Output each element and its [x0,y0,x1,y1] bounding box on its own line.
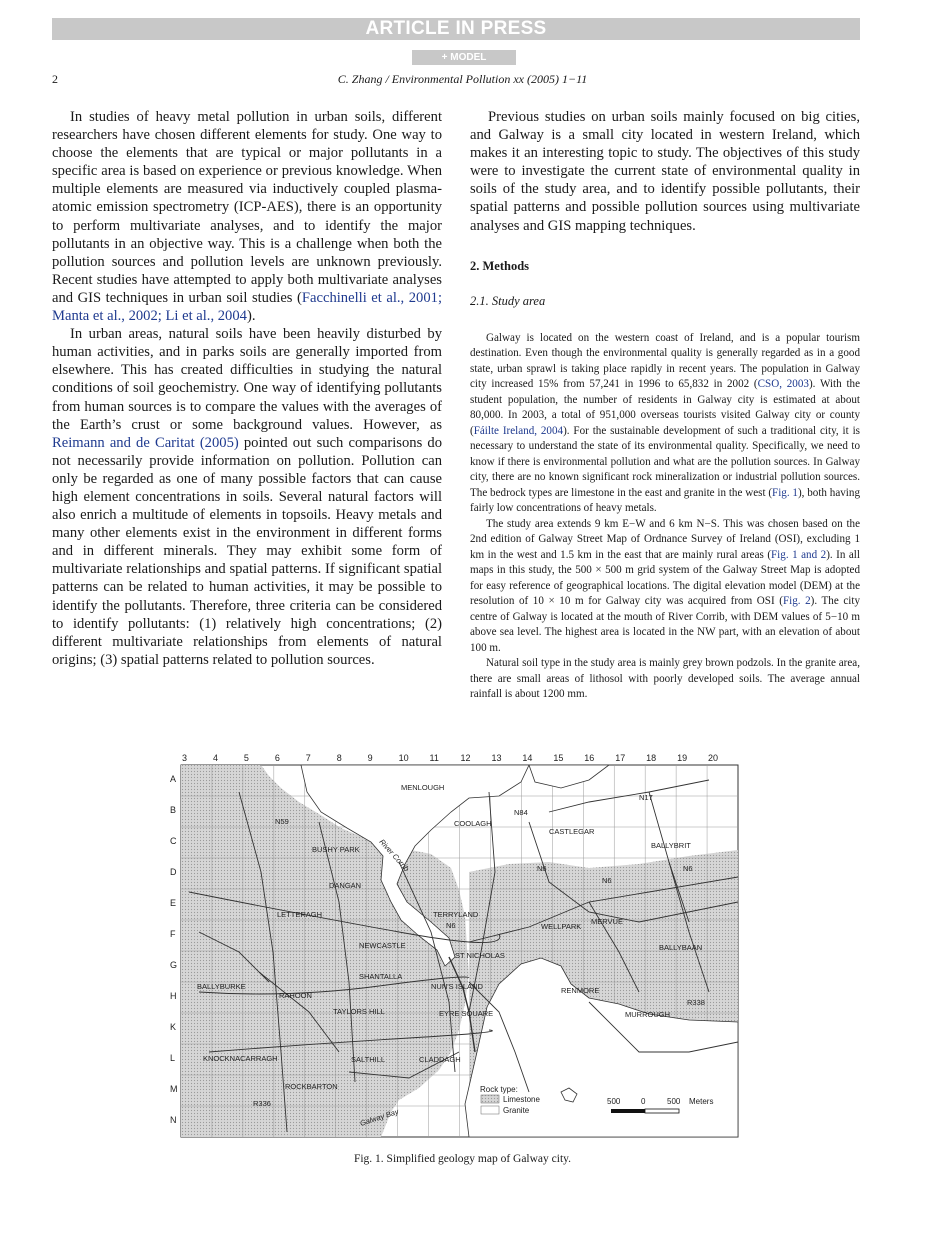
place-label: TERRYLAND [433,910,479,919]
column-label: 12 [460,753,471,763]
place-label: Galway Bay [358,1106,400,1128]
page-number: 2 [52,72,58,86]
text-run: ). The city centre of Galway is located at the mouth of River Corrib, with DEM values of 5−10 m above sea level. The highest area is located in the NW part, with an elevation of about 100 m. [470,595,860,654]
column-label: 19 [677,753,688,763]
citation-link[interactable]: Reimann and de Caritat (2005) [52,434,239,451]
place-label: ROCKBARTON [285,1082,338,1091]
legend-swatch-limestone [481,1095,499,1103]
place-label: MERVUE [591,917,623,926]
place-label: BALLYBAAN [659,943,703,952]
column-label: 11 [429,753,439,763]
scale-label: 500 [667,1097,681,1106]
row-label: F [170,929,176,939]
place-label: MENLOUGH [401,783,445,792]
figure-caption: Fig. 1. Simplified geology map of Galway city. [353,1153,572,1165]
figure-link[interactable]: Fig. 1 and 2 [771,548,827,561]
place-label: SALTHILL [351,1055,386,1064]
text-run: pointed out such comparisons do not necessarily provide information on pollution. Pollution can only be regarded as one of many possible factors that can cause high element concentrations in soils. Several natural factors will also enrich a multitude of elements in topsoils. Heavy metals and many other elements exist in the environment in different forms and in different minerals. They may exhibit some form of multivariate relationships and spatial patterns. If significant spatial patterns can be related to human activities, it may be possible to identify the pollutants. Therefore, three criteria can be considered to identify pollutants: (1) relatively high concentrations; (2) different multivariate relationships from elements of natural origins; (3) spatial patterns related to pollution sources. [52,434,442,668]
place-label: NUN'S ISLAND [431,982,483,991]
place-label: KNOCKNACARRAGH [203,1054,278,1063]
column-label: 8 [336,753,342,763]
column-label: 5 [243,753,249,763]
place-label: TAYLORS HILL [333,1007,385,1016]
place-label: River Corrib [377,837,411,874]
legend-item: Limestone [503,1095,540,1104]
subsection-heading: 2.1. Study area [470,293,546,308]
model-badge: + MODEL [412,50,516,65]
column-label: 4 [212,753,218,763]
legend-title: Rock type: [480,1085,518,1094]
column-label: 7 [305,753,311,763]
place-label: R336 [253,1099,271,1108]
place-label: EYRE SQUARE [439,1009,494,1018]
column-label: 3 [182,753,188,763]
scale-label: 0 [641,1097,646,1106]
row-label: E [170,898,177,908]
paragraph-study-area-1 [470,331,860,517]
place-label: N6 [602,876,612,885]
paragraph-study-area-3: Natural soil type in the study area is mainly grey brown podzols. In the granite area, there are small areas of lithosol with poorly developed soils. The average annual rainfall is about 1200 mm. [470,657,860,701]
text-run: ). In all maps in this study, the 500 × 500 m grid system of the Galway Street Map is adopted for easy reference of geographical locations. The digital elevation model (DEM) at the resolution of 10 × 10 m for Galway city was acquired from OSI ( [470,548,860,608]
column-label: 18 [646,753,657,763]
citation-link[interactable]: Facchinelli et al., 2001; Manta et al., 2002; Li et al., 2004 [52,289,442,325]
place-label: ST NICHOLAS [455,951,505,960]
section-heading: 2. Methods [470,258,530,273]
place-label: N6 [683,864,693,873]
place-label: BALLYBRIT [651,841,691,850]
paragraph-study-area-2 [470,517,860,657]
row-label: D [170,867,177,877]
article-in-press-banner: ARTICLE IN PRESS [52,18,860,40]
place-label: COOLAGH [454,819,492,828]
row-label: K [170,1022,177,1032]
row-label: L [170,1053,176,1063]
place-label: N17 [639,793,653,802]
row-label: A [170,774,177,784]
running-head: C. Zhang / Environmental Pollution xx (2005) 1−11 [337,72,588,86]
text-run: Galway is located on the western coast of Ireland, and is a popular tourism destination. Even though the environmental quality is generally regarded as in a good state, urban sprawl is taking place rapidly in recent years. The population in Galway city increased 15% from 57,241 in 1996 to 65,832 in 2002 ( [470,331,860,391]
place-label: NEWCASTLE [359,941,406,950]
column-label: 9 [367,753,373,763]
place-label: BUSHY PARK [312,845,360,854]
place-label: CLADDAGH [419,1055,461,1064]
text-run: ). With the student population, the number of residents in Galway city is estimated at about 80,000. In 2003, a total of 951,000 overseas tourists visited Galway city or county ( [470,378,860,437]
column-label: 13 [491,753,502,763]
column-label: 20 [708,753,719,763]
right-column [470,108,860,703]
citation-link[interactable]: CSO, 2003 [757,378,809,391]
text-run: ). [246,308,256,325]
figure-link[interactable]: Fig. 1 [772,486,798,499]
place-label: BALLYBURKE [197,982,246,991]
scale-label: Meters [689,1097,714,1106]
column-label: 6 [274,753,280,763]
row-label: B [170,805,177,815]
row-label: N [170,1115,177,1125]
row-label: H [170,991,177,1001]
row-label: C [170,836,177,846]
text-run: In studies of heavy metal pollution in urban soils, different researchers have chosen different elements for study. One way to choose the elements that are typical or major pollutants in a specific area is based on experience or previous knowledge. When multiple elements are measured via inductively coupled plasma-atomic emission spectrometry (ICP-AES), there is an opportunity to perform multivariate analyses, and to identify the major pollutants in an objective way. This is a challenge when both the pollution sources and pollution levels are unknown previously. Recent studies have attempted to apply both multivariate analyses and GIS techniques in urban soil studies ( [52,109,442,306]
row-label: G [170,960,178,970]
row-labels [170,774,178,1125]
paragraph-urban-soils [52,325,442,669]
place-label: R338 [687,998,705,1007]
place-label: N6 [537,864,547,873]
figure-link[interactable]: Fig. 2 [782,595,811,608]
column-labels [182,753,718,763]
geology-map-figure [169,752,739,1138]
column-label: 14 [522,753,533,763]
place-label: N59 [275,817,289,826]
place-label: LETTERAGH [277,910,323,919]
paragraph-objectives: Previous studies on urban soils mainly focused on big cities, and Galway is a small city located in western Ireland, which makes it an interesting topic to study. The objectives of this study were to investigate the current state of environmental quality in soils of the study area, and to identify possible pollutants, their spatial patterns and possible pollution sources using multivariate analyses and GIS mapping techniques. [470,109,860,234]
citation-link[interactable]: Fáilte Ireland, 2004 [473,424,564,437]
place-label: MURROUGH [625,1010,670,1019]
paragraph-intro [52,108,442,325]
scale-label: 500 [607,1097,621,1106]
column-label: 15 [553,753,564,763]
place-label: RENMORE [561,986,600,995]
text-run: The study area extends 9 km E−W and 6 km N−S. This was chosen based on the 2nd edition of Galway Street Map of Ordnance Survey of Ireland (OSI), excluding 1 km in the west and 1.5 km in the east that are mainly rural areas ( [470,517,860,561]
geology-map [169,752,739,1138]
text-run: ). For the sustainable development of such a traditional city, it is necessary to understand the state of its environmental quality. Specifically, we need to know if there is environmental pollution and what are the pollution sources. In Galway city, there are no known significant rock mineralization or industrial pollution sources. The bedrock types are limestone in the east and granite in the west ( [470,424,860,499]
scale-bar-light [645,1109,679,1113]
place-label: WELLPARK [541,922,582,931]
place-label: DANGAN [329,881,362,890]
place-label: RAHOON [279,991,312,1000]
row-label: M [170,1084,178,1094]
text-run: ), both having fairly low concentrations of heavy metals. [470,486,860,515]
left-column [52,108,442,669]
scale-bar-dark [611,1109,645,1113]
place-label: SHANTALLA [359,972,403,981]
legend-item: Granite [503,1106,530,1115]
place-label: N84 [514,808,528,817]
column-label: 10 [398,753,409,763]
legend-swatch-granite [481,1106,499,1114]
column-label: 17 [615,753,626,763]
column-label: 16 [584,753,595,763]
text-run: In urban areas, natural soils have been heavily disturbed by human activities, and in parks soils are generally imported from elsewhere. This has created difficulties in studying the natural conditions of soil geochemistry. One way of identifying pollutants from human sources is to compare the values with the averages of the Earth’s crust or some background values. However, as [52,326,442,433]
place-label: N6 [446,921,456,930]
place-label: CASTLEGAR [549,827,595,836]
